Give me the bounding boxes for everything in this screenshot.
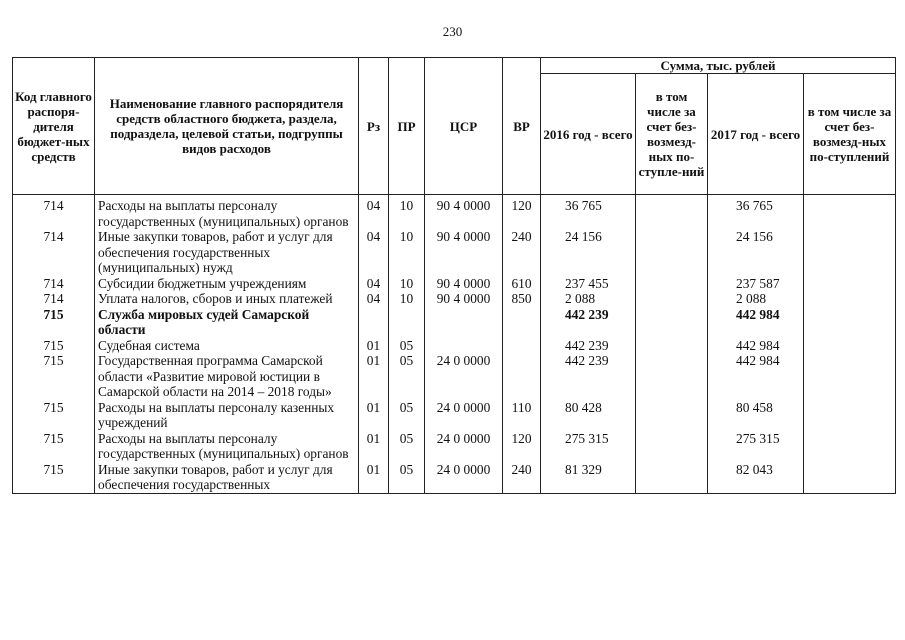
cell-2016-total: 442 239 [541, 307, 636, 338]
cell-vr: 610 [503, 276, 541, 292]
cell-pr: 05 [389, 338, 425, 354]
table-row [13, 431, 896, 462]
cell-2017-total: 36 765 [708, 195, 804, 230]
table-body [13, 195, 896, 494]
cell-2017-free [804, 338, 896, 354]
cell-pr: 05 [389, 462, 425, 494]
cell-2016-free [636, 195, 708, 230]
cell-rz: 04 [359, 195, 389, 230]
cell-csr: 24 0 0000 [425, 462, 503, 494]
cell-2017-total: 275 315 [708, 431, 804, 462]
cell-2017-free [804, 229, 896, 276]
cell-name: Субсидии бюджетным учреждениям [95, 276, 359, 292]
cell-code: 715 [13, 462, 95, 494]
header-pr: ПР [389, 58, 425, 195]
cell-2016-total: 80 428 [541, 400, 636, 431]
cell-2016-total: 237 455 [541, 276, 636, 292]
table-row [13, 307, 896, 338]
table-row [13, 400, 896, 431]
cell-vr: 110 [503, 400, 541, 431]
cell-vr [503, 353, 541, 400]
cell-pr: 10 [389, 276, 425, 292]
cell-csr [425, 307, 503, 338]
cell-csr: 24 0 0000 [425, 400, 503, 431]
cell-rz: 01 [359, 353, 389, 400]
header-csr: ЦСР [425, 58, 503, 195]
cell-2016-total: 36 765 [541, 195, 636, 230]
header-vr: ВР [503, 58, 541, 195]
cell-vr [503, 338, 541, 354]
header-2017-total: 2017 год - всего [708, 74, 804, 195]
cell-vr: 850 [503, 291, 541, 307]
cell-2016-free [636, 353, 708, 400]
cell-code: 715 [13, 307, 95, 338]
cell-2016-total: 442 239 [541, 353, 636, 400]
cell-rz [359, 307, 389, 338]
cell-2016-free [636, 400, 708, 431]
cell-2017-free [804, 291, 896, 307]
table-row [13, 276, 896, 292]
cell-2017-free [804, 276, 896, 292]
cell-pr: 05 [389, 431, 425, 462]
cell-pr: 10 [389, 229, 425, 276]
cell-csr: 90 4 0000 [425, 291, 503, 307]
cell-code: 714 [13, 291, 95, 307]
cell-2017-free [804, 462, 896, 494]
cell-2017-total: 237 587 [708, 276, 804, 292]
cell-pr: 10 [389, 291, 425, 307]
cell-rz: 01 [359, 431, 389, 462]
cell-rz: 01 [359, 400, 389, 431]
cell-name: Судебная система [95, 338, 359, 354]
cell-2016-free [636, 431, 708, 462]
cell-2017-total: 442 984 [708, 338, 804, 354]
cell-2016-total: 275 315 [541, 431, 636, 462]
cell-rz: 01 [359, 462, 389, 494]
header-rz: Рз [359, 58, 389, 195]
header-code: Код главного распоря-дителя бюджет-ных средств [13, 58, 95, 195]
cell-rz: 04 [359, 276, 389, 292]
header-2017-free: в том числе за счет без-возмезд-ных по-ступлений [804, 74, 896, 195]
cell-2017-total: 80 458 [708, 400, 804, 431]
cell-csr: 90 4 0000 [425, 276, 503, 292]
budget-table [12, 57, 896, 494]
page-number: 230 [442, 24, 463, 39]
cell-2017-total: 442 984 [708, 353, 804, 400]
cell-code: 715 [13, 338, 95, 354]
cell-rz: 04 [359, 291, 389, 307]
cell-name: Расходы на выплаты персоналу государственных (муниципальных) органов [95, 195, 359, 230]
cell-vr: 120 [503, 195, 541, 230]
header-2016-total: 2016 год - всего [541, 74, 636, 195]
cell-2017-free [804, 431, 896, 462]
header-name: Наименование главного распорядителя средств областного бюджета, раздела, подраздела, целевой статьи, подгруппы видов расходов [95, 58, 359, 195]
cell-csr [425, 338, 503, 354]
cell-2016-free [636, 338, 708, 354]
cell-code: 714 [13, 195, 95, 230]
cell-2017-free [804, 307, 896, 338]
table-row [13, 353, 896, 400]
cell-pr [389, 307, 425, 338]
cell-2016-total: 81 329 [541, 462, 636, 494]
cell-rz: 01 [359, 338, 389, 354]
cell-name: Государственная программа Самарской области «Развитие мировой юстиции в Самарской области на 2014 – 2018 годы» [95, 353, 359, 400]
cell-2017-total: 82 043 [708, 462, 804, 494]
cell-2017-free [804, 400, 896, 431]
cell-vr: 240 [503, 462, 541, 494]
cell-name: Служба мировых судей Самарской области [95, 307, 359, 338]
cell-name: Расходы на выплаты персоналу казенных учреждений [95, 400, 359, 431]
cell-vr: 240 [503, 229, 541, 276]
cell-code: 715 [13, 353, 95, 400]
cell-name: Иные закупки товаров, работ и услуг для обеспечения государственных [95, 462, 359, 494]
header-sum-group: Сумма, тыс. рублей [541, 58, 896, 74]
cell-2017-total: 24 156 [708, 229, 804, 276]
cell-code: 715 [13, 400, 95, 431]
cell-2016-total: 2 088 [541, 291, 636, 307]
cell-2017-free [804, 195, 896, 230]
cell-2016-free [636, 291, 708, 307]
cell-2016-total: 442 239 [541, 338, 636, 354]
table-row [13, 462, 896, 494]
cell-2016-free [636, 307, 708, 338]
cell-name: Расходы на выплаты персоналу государственных (муниципальных) органов [95, 431, 359, 462]
cell-vr: 120 [503, 431, 541, 462]
cell-pr: 10 [389, 195, 425, 230]
table-header [13, 58, 896, 195]
cell-2017-free [804, 353, 896, 400]
cell-2017-total: 442 984 [708, 307, 804, 338]
cell-code: 715 [13, 431, 95, 462]
cell-code: 714 [13, 276, 95, 292]
cell-2016-free [636, 276, 708, 292]
cell-csr: 24 0 0000 [425, 353, 503, 400]
cell-2017-total: 2 088 [708, 291, 804, 307]
cell-code: 714 [13, 229, 95, 276]
cell-2016-free [636, 462, 708, 494]
table-row [13, 229, 896, 276]
cell-2016-free [636, 229, 708, 276]
cell-name: Иные закупки товаров, работ и услуг для обеспечения государственных (муниципальных) нужд [95, 229, 359, 276]
cell-csr: 90 4 0000 [425, 195, 503, 230]
cell-pr: 05 [389, 353, 425, 400]
table-row [13, 338, 896, 354]
cell-pr: 05 [389, 400, 425, 431]
cell-2016-total: 24 156 [541, 229, 636, 276]
table-row [13, 291, 896, 307]
cell-csr: 24 0 0000 [425, 431, 503, 462]
cell-vr [503, 307, 541, 338]
cell-rz: 04 [359, 229, 389, 276]
table-row [13, 195, 896, 230]
header-2016-free: в том числе за счет без-возмезд-ных по-ступле-ний [636, 74, 708, 195]
cell-name: Уплата налогов, сборов и иных платежей [95, 291, 359, 307]
cell-csr: 90 4 0000 [425, 229, 503, 276]
